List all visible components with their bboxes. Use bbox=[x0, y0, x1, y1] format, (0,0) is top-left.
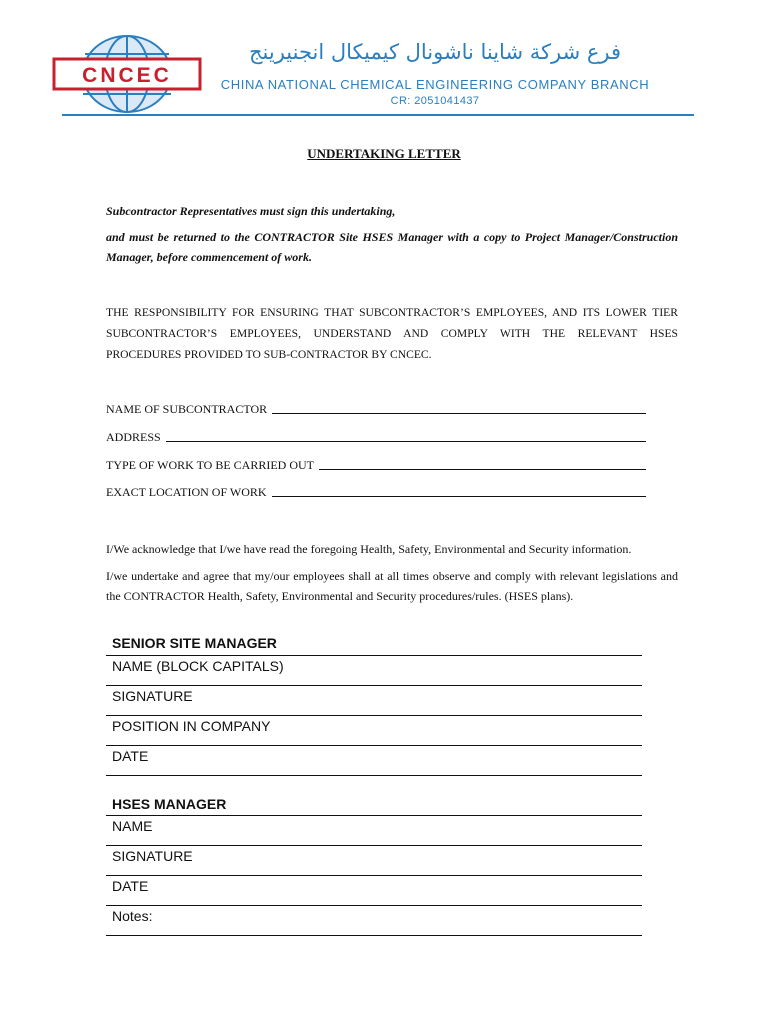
header-divider bbox=[62, 114, 694, 116]
field-label: ADDRESS bbox=[106, 430, 161, 444]
row-label: Notes: bbox=[112, 908, 153, 924]
acknowledgement-paragraph-1: I/We acknowledge that I/we have read the foregoing Health, Safety, Environmental and Security information. bbox=[106, 542, 632, 556]
signature-row-date[interactable] bbox=[106, 876, 642, 906]
signature-row-signature[interactable] bbox=[106, 686, 642, 716]
hses-manager-heading: HSES MANAGER bbox=[112, 796, 227, 812]
signature-row-notes[interactable] bbox=[106, 906, 642, 936]
company-name-arabic: فرع شركة شاينا ناشونال كيميكال انجنيرينج bbox=[248, 40, 622, 64]
row-label: SIGNATURE bbox=[112, 848, 193, 864]
field-type-of-work bbox=[106, 457, 646, 473]
intro-line-1: Subcontractor Representatives must sign this undertaking, bbox=[106, 204, 396, 218]
logo-text: CNCEC bbox=[82, 64, 172, 87]
field-label: TYPE OF WORK TO BE CARRIED OUT bbox=[106, 458, 315, 472]
row-label: NAME bbox=[112, 818, 153, 834]
signature-row-signature[interactable] bbox=[106, 846, 642, 876]
signature-row-name[interactable] bbox=[106, 816, 642, 846]
fill-in-line[interactable] bbox=[166, 440, 646, 442]
field-label: EXACT LOCATION OF WORK bbox=[106, 485, 267, 499]
row-label: POSITION IN COMPANY bbox=[112, 718, 271, 734]
field-exact-location bbox=[106, 484, 646, 500]
cncec-logo bbox=[52, 34, 202, 114]
row-label: DATE bbox=[112, 878, 149, 894]
field-address bbox=[106, 429, 646, 445]
cr-number: CR: 2051041437 bbox=[390, 95, 480, 107]
signature-row-date[interactable] bbox=[106, 746, 642, 776]
fill-in-line[interactable] bbox=[272, 495, 646, 497]
document-title: UNDERTAKING LETTER bbox=[307, 146, 461, 161]
intro-line-2: and must be returned to the CONTRACTOR Site HSES Manager with a copy to Project Manager/Construction Manager, before commencement of work. bbox=[106, 230, 678, 264]
fill-in-line[interactable] bbox=[272, 412, 646, 414]
responsibility-statement: THE RESPONSIBILITY FOR ENSURING THAT SUBCONTRACTOR’S EMPLOYEES, AND ITS LOWER TIER SUBCONTRACTOR’S EMPLOYEES, UNDERSTAND AND COMPLY WITH THE RELEVANT HSES PROCEDURES PROVIDED TO SUB-CONTRACTOR BY CNCEC. bbox=[106, 306, 678, 361]
acknowledgement-paragraph-2: I/we undertake and agree that my/our employees shall at all times observe and comply with relevant legislations and the CONTRACTOR Health, Safety, Environmental and Security procedures/rules. (HSES plans). bbox=[106, 569, 678, 603]
fill-in-line[interactable] bbox=[319, 468, 646, 470]
senior-site-manager-heading: SENIOR SITE MANAGER bbox=[112, 635, 277, 651]
row-label: NAME (BLOCK CAPITALS) bbox=[112, 658, 284, 674]
signature-row-position[interactable] bbox=[106, 716, 642, 746]
field-subcontractor-name bbox=[106, 401, 646, 417]
row-label: DATE bbox=[112, 748, 149, 764]
row-label: SIGNATURE bbox=[112, 688, 193, 704]
signature-row-name[interactable] bbox=[106, 656, 642, 686]
field-label: NAME OF SUBCONTRACTOR bbox=[106, 402, 268, 416]
company-name: CHINA NATIONAL CHEMICAL ENGINEERING COMPANY BRANCH bbox=[220, 77, 650, 92]
